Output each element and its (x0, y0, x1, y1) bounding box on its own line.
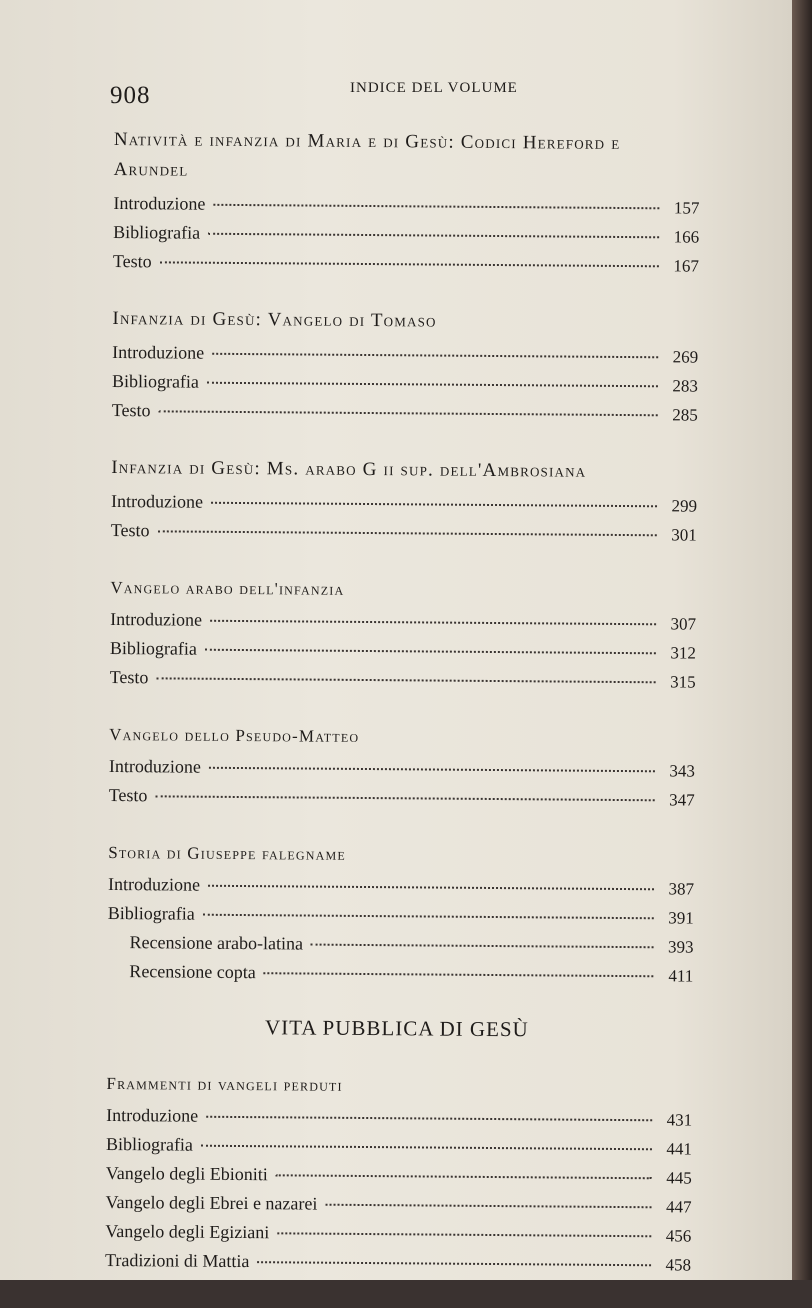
entry-page: 283 (672, 376, 699, 396)
dot-leader (155, 795, 654, 801)
section-title: Storia di Giuseppe falegname (108, 842, 346, 864)
entry-page: 447 (665, 1197, 692, 1217)
entry-page: 269 (672, 347, 699, 367)
entry-page: 411 (668, 966, 694, 986)
entry-page: 431 (666, 1110, 693, 1130)
section-title: Frammenti di vangeli perduti (106, 1073, 343, 1095)
toc-entry (107, 961, 747, 995)
dot-leader (325, 1204, 651, 1209)
section-title: Natività e infanzia di Maria e di Gesù: Codici Hereford e Arundel (113, 128, 621, 181)
entry-label: Testo (111, 399, 151, 421)
entry-label: Testo (110, 519, 150, 541)
toc-entry (110, 667, 750, 701)
entry-label: Introduzione (112, 341, 205, 363)
dot-leader (264, 972, 654, 977)
toc-entry (111, 520, 751, 554)
entry-label: Recensione arabo-latina (129, 932, 304, 954)
entry-label: Introduzione (108, 755, 202, 777)
toc-entry (109, 785, 749, 819)
dot-leader (208, 233, 659, 239)
entry-page: 445 (666, 1168, 692, 1188)
dot-leader (277, 1232, 651, 1237)
dot-leader (311, 944, 654, 949)
entry-label: Testo (112, 250, 152, 272)
toc-section (110, 573, 751, 701)
entry-label: Bibliografia (113, 221, 201, 243)
entry-page: 456 (665, 1226, 692, 1246)
section-title: Infanzia di Gesù: Ms. arabo G ii sup. dell'Ambrosiana (111, 456, 587, 482)
dot-leader (205, 649, 656, 655)
section-title: Vangelo arabo dell'infanzia (110, 577, 345, 599)
toc-section (109, 720, 750, 819)
entry-label: Introduzione (107, 873, 201, 895)
entry-label: Vangelo degli Ebrei e nazarei (105, 1191, 318, 1214)
entry-label: Recensione copta (129, 961, 256, 983)
entry-label: Bibliografia (109, 637, 197, 659)
toc-section (113, 125, 754, 285)
entry-label: Vangelo degli Egiziani (105, 1220, 270, 1243)
dot-leader (158, 530, 657, 536)
dot-leader (207, 382, 658, 388)
dot-leader (213, 204, 659, 210)
entry-page: 458 (665, 1255, 692, 1275)
entry-page: 285 (672, 405, 698, 425)
toc-entry (105, 1250, 745, 1284)
entry-page: 307 (670, 614, 697, 634)
entry-label: Introduzione (113, 192, 206, 214)
dot-leader (156, 677, 655, 683)
entry-page: 167 (673, 256, 699, 276)
entry-label: Bibliografia (105, 1133, 194, 1155)
entry-page: 387 (668, 879, 695, 899)
entry-page: 166 (673, 227, 700, 247)
part-heading: VITA PUBBLICA DI GESÙ (264, 1015, 529, 1042)
section-title: Vangelo dello Pseudo-Matteo (109, 724, 360, 746)
entry-page: 343 (669, 761, 696, 781)
entry-page: 299 (671, 496, 698, 516)
entry-page: 347 (669, 790, 695, 810)
dot-leader (203, 914, 654, 920)
dot-leader (160, 261, 659, 267)
dot-leader (212, 353, 658, 359)
toc-section (107, 838, 748, 995)
toc-section (112, 304, 753, 434)
toc-entry (112, 400, 752, 434)
book-spine-shadow (792, 0, 812, 1280)
dot-leader (210, 620, 656, 626)
entry-label: Bibliografia (107, 902, 195, 924)
entry-page: 393 (667, 937, 694, 957)
entry-page: 301 (671, 525, 697, 545)
dot-leader (211, 502, 657, 508)
entry-page: 315 (670, 672, 696, 692)
running-head: INDICE DEL VOLUME (350, 80, 518, 96)
toc-section (105, 1069, 747, 1284)
entry-label: Testo (108, 784, 148, 806)
entry-label: Bibliografia (111, 370, 200, 392)
dot-leader (201, 1145, 652, 1151)
entry-label: Introduzione (110, 608, 203, 630)
dot-leader (158, 410, 657, 416)
page-number: 908 (110, 82, 151, 109)
dot-leader (206, 1116, 652, 1122)
toc-section (111, 453, 752, 554)
dot-leader (257, 1261, 651, 1266)
table-of-contents (105, 125, 754, 1308)
entry-label: Vangelo degli Ebioniti (105, 1162, 268, 1185)
entry-label: Introduzione (106, 1104, 199, 1126)
entry-label: Testo (109, 666, 149, 688)
entry-page: 391 (668, 908, 694, 928)
dot-leader (208, 885, 654, 891)
entry-label: Introduzione (110, 490, 204, 512)
entry-page: 441 (666, 1139, 693, 1159)
toc-entry (113, 251, 753, 285)
entry-page: 312 (670, 643, 696, 663)
entry-label: Tradizioni di Mattia (105, 1249, 250, 1272)
entry-page: 157 (673, 198, 700, 218)
dot-leader (209, 767, 655, 773)
section-title: Infanzia di Gesù: Vangelo di Tomaso (112, 307, 437, 332)
dot-leader (276, 1174, 652, 1179)
